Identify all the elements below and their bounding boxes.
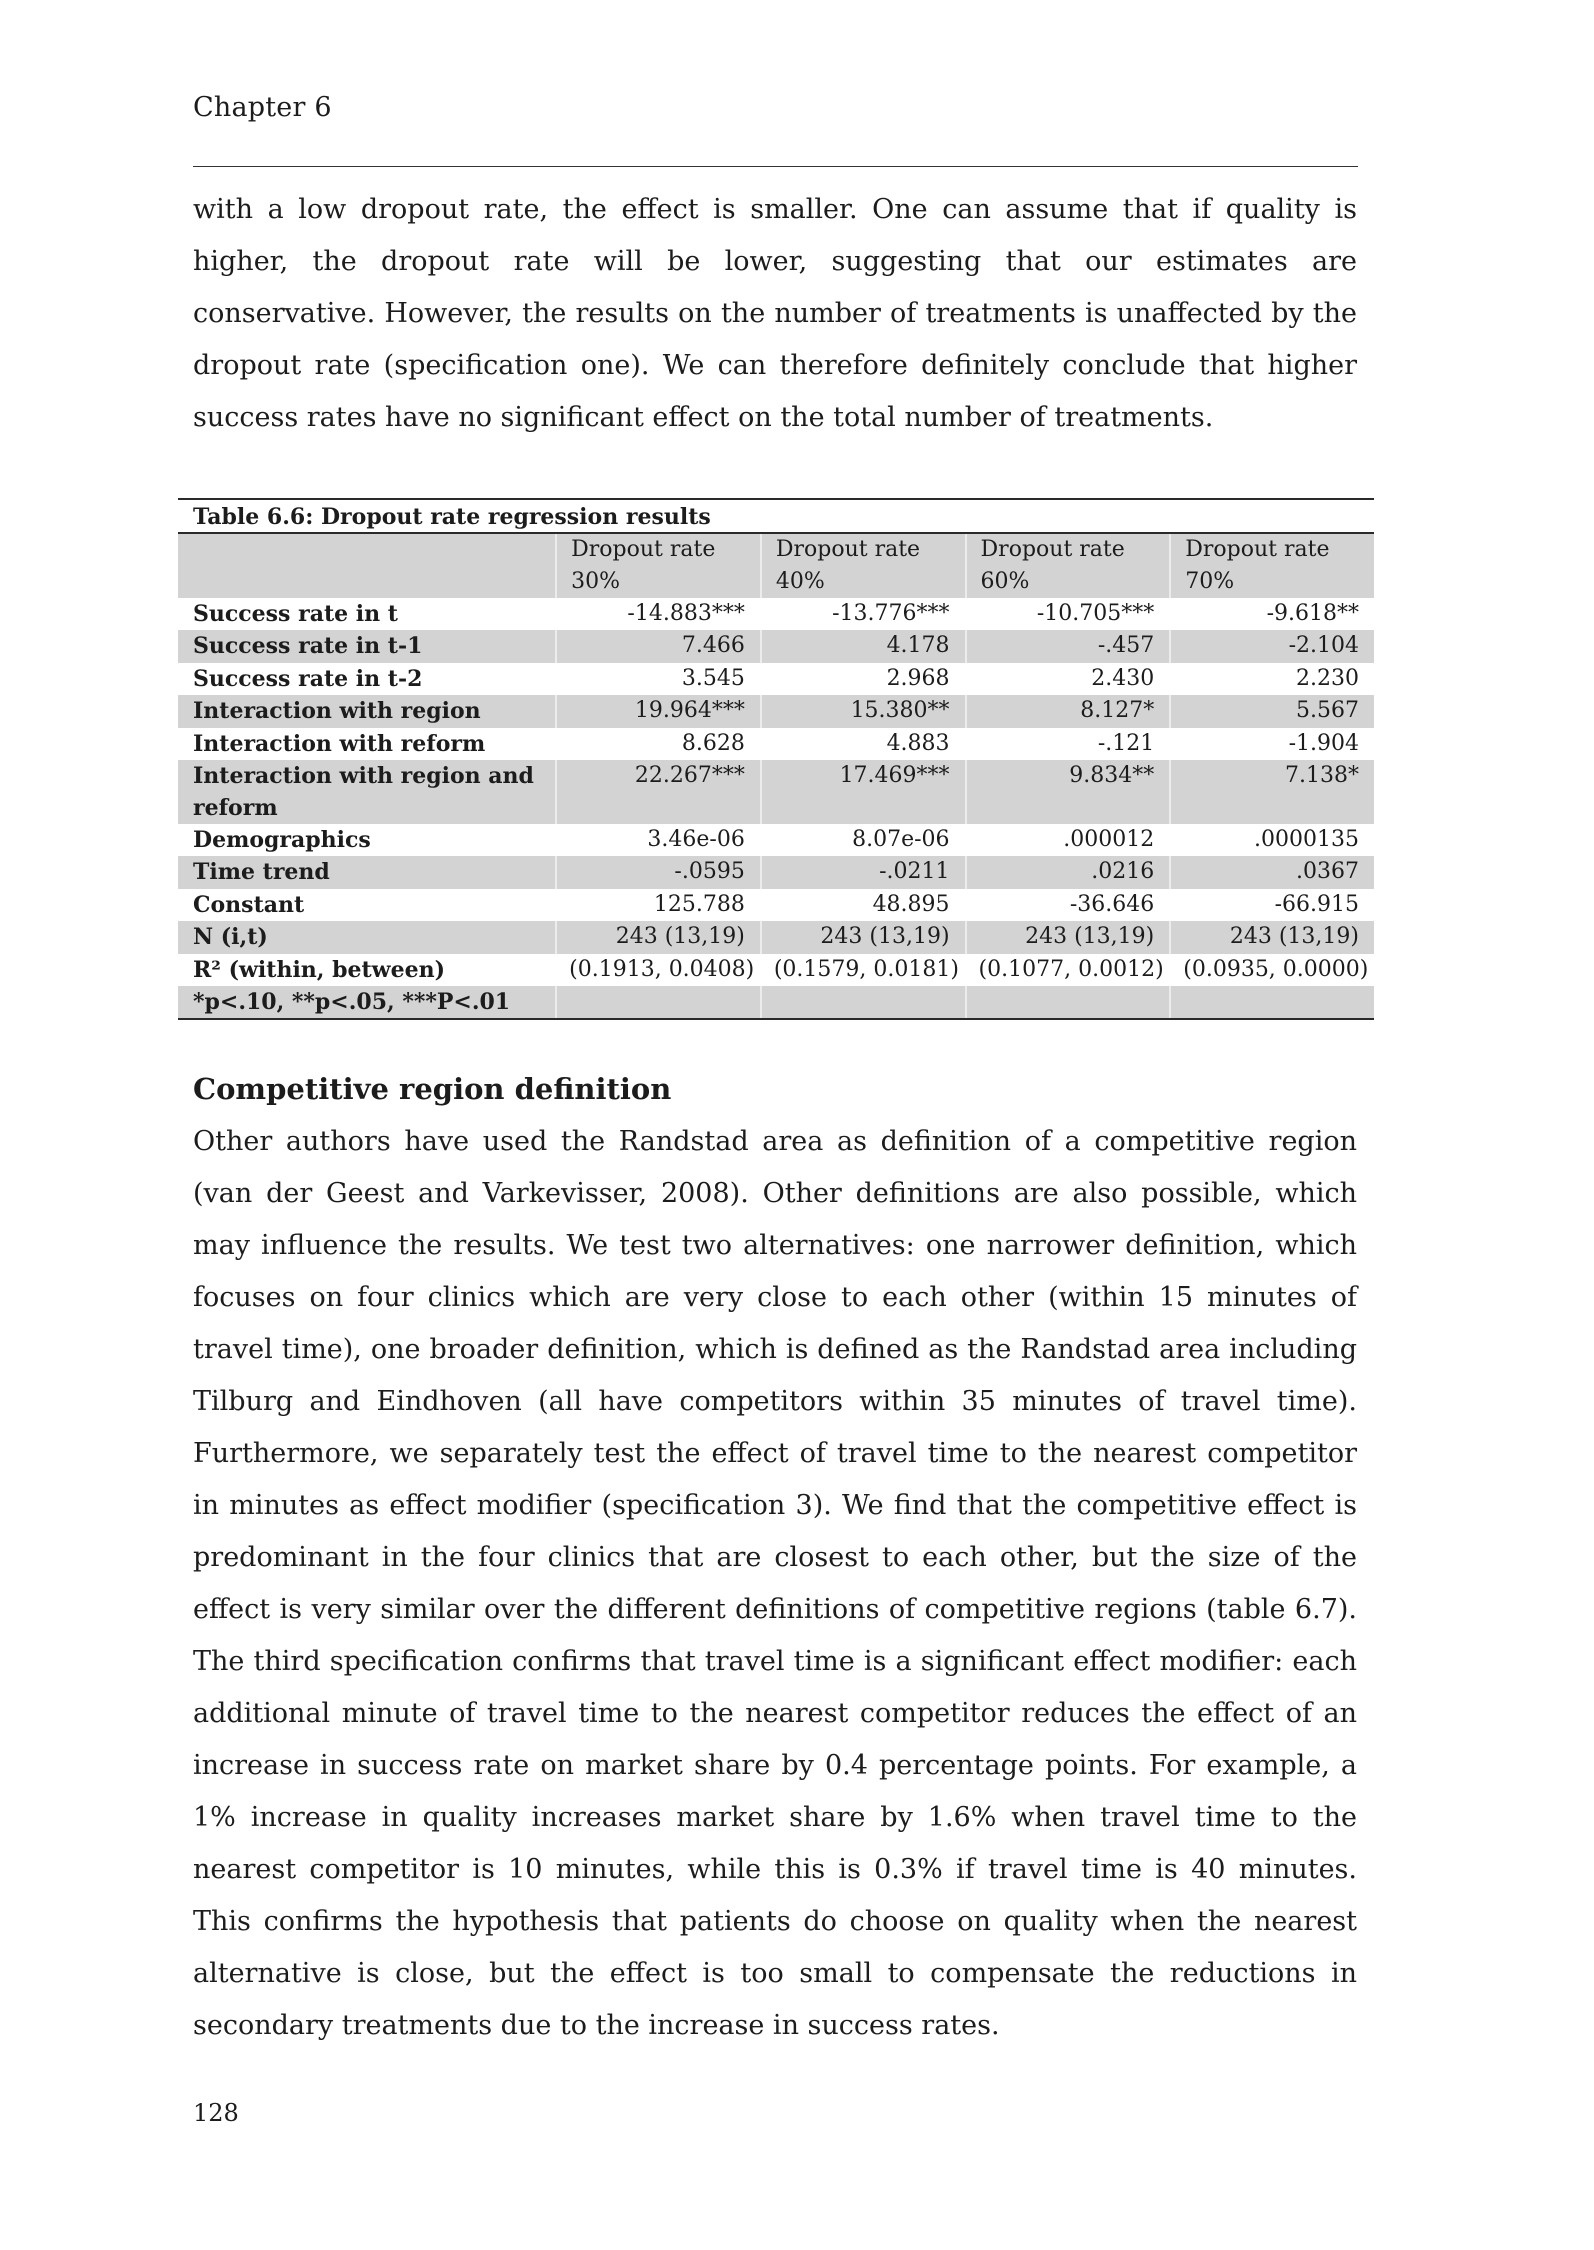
table-grid [178,534,1374,1018]
table-footnote: *p<.10, **p<.05, ***P<.01 [178,986,555,1018]
column-header-line2: 70% [1185,569,1235,594]
table-cell: 5.567 [1169,695,1374,727]
table-cell: 17.469*** [760,760,965,824]
table-cell: -.0595 [555,856,760,888]
table-cell: -36.646 [1069,891,1155,917]
column-header-line1: Dropout rate [775,537,921,562]
table-cell: 2.968 [886,665,950,691]
body-paragraph-2: Other authors have used the Randstad area as definition of a competitive region (van der Geest and Varkevisser, 2008). Other definitions are also possible, which may influence the results. We test two alternatives: one narrower definition, which focuses on four clinics which are very close to each other (within 15 minutes of travel time), one broader definition, which is defined as the Randstad area including Tilburg and Eindhoven (all have competitors within 35 minutes of travel time). Furthermore, we separately test the effect of travel time to the nearest competitor in minutes as effect modifier (specification 3). We find that the competitive effect is predominant in the four clinics that are closest to each other, but the size of the effect is very similar over the different definitions of competitive regions (table 6.7). The third specification confirms that travel time is a significant effect modifier: each additional minute of travel time to the nearest competitor reduces the effect of an increase in success rate on market share by 0.4 percentage points. For example, a 1% increase in quality increases market share by 1.6% when travel time to the nearest competitor is 10 minutes, while this is 0.3% if travel time is 40 minutes. This confirms the hypothesis that patients do choose on quality when the nearest alternative is close, but the effect is too small to compensate the reductions in secondary treatments due to the increase in success rates. [193,1126,1357,2041]
row-label: R² (within, between) [193,956,445,983]
regression-table [178,498,1374,1020]
table-row [178,598,1374,630]
section-heading: Competitive region definition [193,1072,672,1106]
header-divider [193,166,1358,167]
column-header [1169,534,1374,598]
table-cell: 4.883 [886,730,950,756]
table-cell: -9.618** [1266,601,1359,626]
column-header-line2: 60% [980,569,1030,594]
table-cell: -.457 [965,630,1170,662]
table-cell [555,986,760,1018]
table-cell: 8.127* [965,695,1170,727]
table-cell: .0367 [1169,856,1374,888]
table-cell [965,986,1170,1018]
table-cell: .0000135 [1254,826,1359,852]
table-cell: 22.267*** [555,760,760,824]
row-label: Time trend [178,856,555,888]
table-cell: 2.230 [1296,665,1359,691]
table-cell: (0.1579, 0.0181) [773,956,959,982]
row-label: Interaction with region and reform [178,760,555,824]
table-cell: 7.466 [555,630,760,662]
table-cell: -10.705*** [1036,601,1155,626]
table-cell: 9.834** [965,760,1170,824]
table-cell: -66.915 [1274,891,1359,917]
table-cell: 7.138* [1169,760,1374,824]
table-cell: (0.1913, 0.0408) [569,956,755,982]
table-cell: 8.07e-06 [852,826,950,852]
table-row [178,728,1374,760]
column-header [760,534,965,598]
column-header-line2: 30% [571,569,621,594]
table-cell: .0216 [965,856,1170,888]
table-cell [760,986,965,1018]
column-header-line1: Dropout rate [1185,537,1330,562]
table-row [178,921,1374,953]
table-row [178,889,1374,921]
table-cell: 48.895 [872,891,950,917]
row-label: N (i,t) [178,921,555,953]
table-cell: 243 (13,19) [965,921,1170,953]
table-cell: 125.788 [653,891,745,917]
table-cell: 243 (13,19) [1169,921,1374,953]
table-cell: -.0211 [760,856,965,888]
table-cell: 15.380** [760,695,965,727]
table-row [178,954,1374,986]
table-cell: .000012 [1063,826,1155,852]
table-cell: 243 (13,19) [760,921,965,953]
table-cell: 3.545 [681,665,745,691]
row-label: Success rate in t [193,601,398,627]
table-cell: 8.628 [681,730,745,756]
table-row [178,630,1374,662]
column-header-line1: Dropout rate [980,537,1125,562]
table-cell: -2.104 [1169,630,1374,662]
header-corner-cell [178,534,555,598]
running-header: Chapter 6 [193,92,332,123]
table-cell: 19.964*** [555,695,760,727]
body-paragraph-1: with a low dropout rate, the effect is smaller. One can assume that if quality is higher, the dropout rate will be lower, suggesting that our estimates are conservative. However, the results on the number of treatments is unaffected by the dropout rate (specification one). We can therefore definitely conclude that higher success rates have no significant effect on the total number of treatments. [193,194,1357,433]
column-header-line2: 40% [775,569,825,594]
table-cell: 2.430 [1091,665,1155,691]
column-header [965,534,1170,598]
table-cell: (0.1077, 0.0012) [978,956,1164,982]
table-row [178,824,1374,856]
table-caption: Table 6.6: Dropout rate regression results [178,500,1374,534]
row-label: Interaction with region [178,695,555,727]
column-header [555,534,760,598]
table-cell: (0.0935, 0.0000) [1183,956,1369,982]
page-number: 128 [193,2099,239,2127]
table-cell: 4.178 [760,630,965,662]
row-label: Interaction with reform [193,730,486,757]
row-label: Success rate in t-2 [193,665,423,692]
table-cell: 243 (13,19) [555,921,760,953]
table-row [178,760,1374,824]
row-label: Demographics [193,826,371,853]
column-header-line1: Dropout rate [571,537,716,562]
table-footnote-row [178,986,1374,1018]
table-row [178,695,1374,727]
table-cell: -1.904 [1288,730,1359,756]
table-row [178,856,1374,888]
table-cell [1169,986,1374,1018]
table-header-row [178,534,1374,598]
table-cell: -.121 [1097,730,1155,756]
table-cell: -13.776*** [832,601,950,626]
row-label: Success rate in t-1 [178,630,555,662]
table-cell: -14.883*** [627,601,745,626]
table-row [178,663,1374,695]
table-cell: 3.46e-06 [647,826,745,852]
row-label: Constant [193,891,305,918]
